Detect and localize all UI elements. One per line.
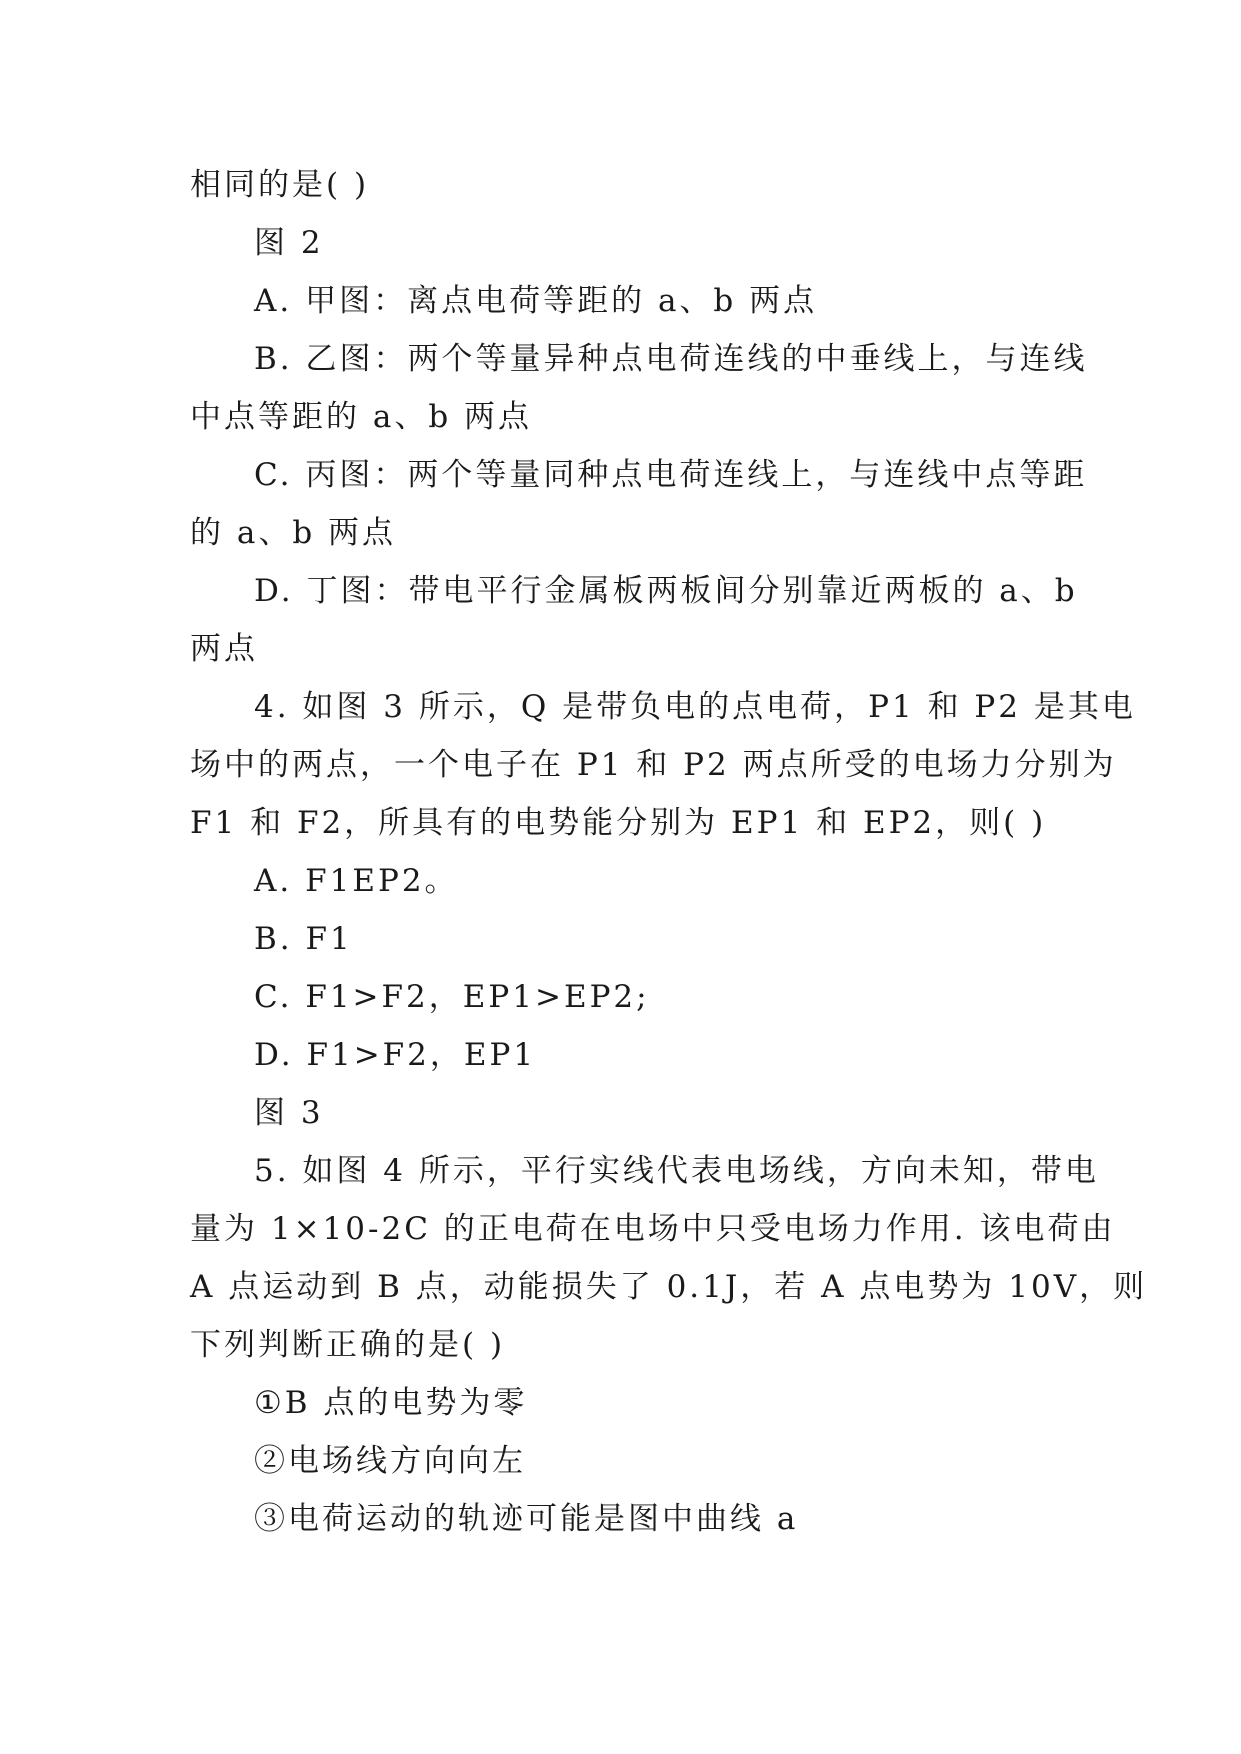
text-line: 的 a、b 两点: [190, 515, 397, 551]
option-c: C. F1>F2，EP1>EP2;: [254, 979, 650, 1015]
text-line: 相同的是( ): [190, 167, 370, 203]
text-line: A 点运动到 B 点，动能损失了 0.1J，若 A 点电势为 10V，则: [190, 1269, 1148, 1305]
question-4: 4. 如图 3 所示，Q 是带负电的点电荷，P1 和 P2 是其电: [254, 689, 1136, 725]
text-line: F1 和 F2，所具有的电势能分别为 EP1 和 EP2，则( ): [190, 805, 1047, 841]
text-line: 量为 1×10-2C 的正电荷在电场中只受电场力作用. 该电荷由: [190, 1211, 1116, 1247]
option-a: A. F1EP2。: [254, 863, 459, 899]
text-line: 两点: [190, 631, 258, 667]
figure-caption: 图 2: [254, 225, 324, 261]
option-d: D. 丁图：带电平行金属板两板间分别靠近两板的 a、b: [254, 573, 1078, 609]
text-line: 中点等距的 a、b 两点: [190, 399, 533, 435]
figure-caption: 图 3: [254, 1095, 324, 1131]
option-c: C. 丙图：两个等量同种点电荷连线上，与连线中点等距: [254, 457, 1088, 493]
statement-1: ①B 点的电势为零: [254, 1385, 528, 1421]
statement-3: ③电荷运动的轨迹可能是图中曲线 a: [254, 1501, 799, 1537]
option-b: B. F1: [254, 921, 353, 957]
text-line: 场中的两点，一个电子在 P1 和 P2 两点所受的电场力分别为: [190, 747, 1117, 783]
option-b: B. 乙图：两个等量异种点电荷连线的中垂线上，与连线: [254, 341, 1088, 377]
text-line: 下列判断正确的是( ): [190, 1327, 506, 1363]
option-d: D. F1>F2，EP1: [254, 1037, 537, 1073]
statement-2: ②电场线方向向左: [254, 1443, 526, 1479]
option-a: A. 甲图：离点电荷等距的 a、b 两点: [254, 283, 818, 319]
question-5: 5. 如图 4 所示，平行实线代表电场线，方向未知，带电: [254, 1153, 1099, 1189]
